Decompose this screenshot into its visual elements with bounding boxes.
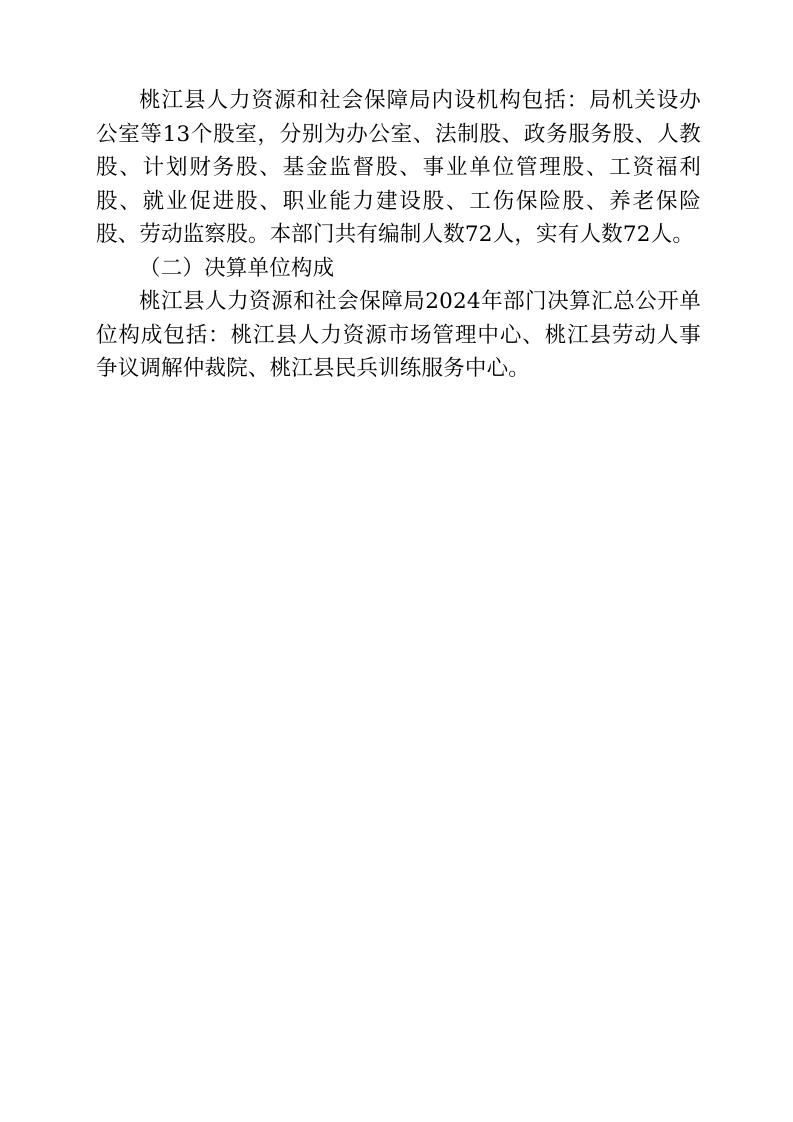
paragraph-internal-organization: 桃江县人力资源和社会保障局内设机构包括：局机关设办公室等13个股室，分别为办公室、法制股、政务服务股、人教股、计划财务股、基金监督股、事业单位管理股、工资福利股、就业促进股、职业能力建设股、工伤保险股、养老保险股、劳动监察股。本部门共有编制人数72人，实有人数72人。: [96, 88, 701, 247]
paragraph-section-heading: （二）决算单位构成: [139, 255, 335, 281]
paragraph-final-account-units: 桃江县人力资源和社会保障局2024年部门决算汇总公开单位构成包括：桃江县人力资源市场管理中心、桃江县劳动人事争议调解仲裁院、桃江县民兵训练服务中心。: [96, 289, 701, 381]
document-body: [96, 84, 701, 386]
